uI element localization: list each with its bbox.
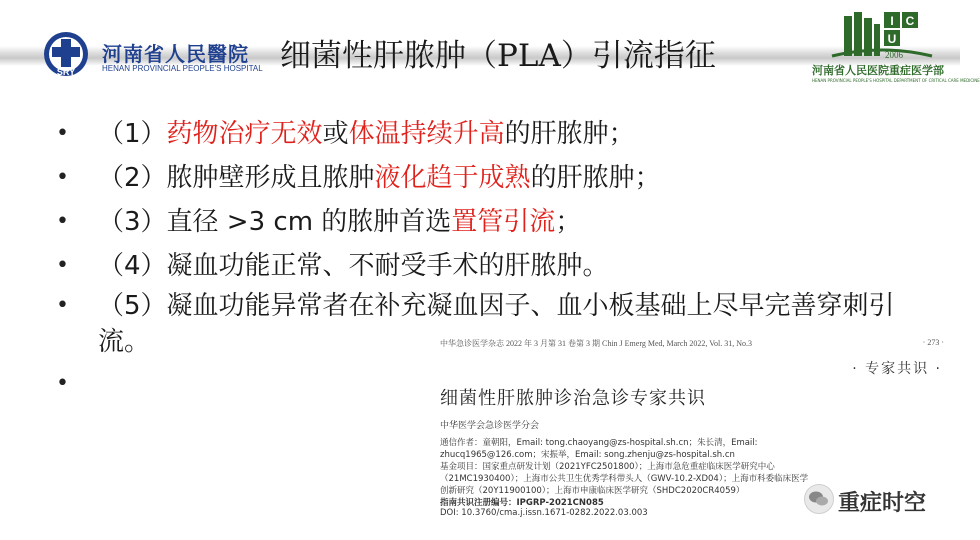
bullet-text: 的肝脓肿； bbox=[504, 119, 635, 149]
paper-category: · 专家共识 · bbox=[852, 361, 942, 377]
paper-title: 细菌性肝脓肿诊治急诊专家共识 bbox=[440, 388, 706, 409]
bullet-dot-icon: • bbox=[56, 371, 69, 396]
hospital-name-en: HENAN PROVINCIAL PEOPLE'S HOSPITAL bbox=[102, 64, 263, 73]
bullet-item bbox=[56, 156, 936, 200]
bullet-text: ； bbox=[555, 207, 582, 237]
bullet-text: （1） bbox=[98, 119, 167, 149]
bullet-dot-icon: • bbox=[56, 121, 69, 146]
bullet-text: （3）直径 >3 cm 的脓肿首选 bbox=[98, 207, 452, 237]
paper-line: 指南共识注册编号：IPGRP-2021CN085 bbox=[440, 498, 604, 508]
icu-building-icon bbox=[812, 8, 952, 62]
bullet-text: （2）脓肿壁形成且脓肿 bbox=[98, 163, 375, 193]
paper-line: zhucq1965@126.com；宋振举，Email: song.zhenju@zs-hospital.sh.cn bbox=[440, 450, 735, 460]
paper-line: 基金项目：国家重点研发计划（2021YFC2501800）；上海市急危重症临床医学研究中心 bbox=[440, 462, 775, 472]
paper-line: DOI: 10.3760/cma.j.issn.1671-0282.2022.03.003 bbox=[440, 508, 648, 518]
bullet-dot-icon: • bbox=[56, 209, 69, 234]
highlight-text: 药物治疗无效 bbox=[166, 119, 323, 149]
slide-title: 细菌性肝脓肿（PLA）引流指征 bbox=[280, 38, 716, 74]
bullet-dot-icon: • bbox=[56, 293, 69, 318]
dept-year: 2006 bbox=[885, 50, 903, 60]
hospital-name-cn: 河南省人民醫院 bbox=[102, 42, 249, 66]
icu-letter-i: I bbox=[890, 14, 894, 28]
hospital-logo-text: SRY bbox=[56, 67, 76, 77]
dept-name-en: HENAN PROVINCIAL PEOPLE'S HOSPITAL DEPARTMENT OF CRITICAL CARE MEDICINE bbox=[812, 78, 980, 83]
paper-org: 中华医学会急诊医学分会 bbox=[440, 421, 540, 431]
paper-line: 通信作者：童朝阳，Email: tong.chaoyang@zs-hospital.sh.cn；朱长清，Email: bbox=[440, 438, 758, 448]
paper-line: 创新研究（20Y11900100）；上海市申康临床医学研究（SHDC2020CR4059） bbox=[440, 486, 745, 496]
icu-letter-c: C bbox=[905, 14, 915, 28]
department-logo bbox=[812, 8, 980, 90]
page-number: · 273 · bbox=[922, 338, 944, 347]
highlight-text: 液化趋于成熟 bbox=[374, 163, 531, 193]
paper-line: （21MC1930400）；上海市公共卫生优秀学科带头人（GWV-10.2-XD04）；上海市科委临床医学 bbox=[440, 474, 809, 484]
bullet-text: （5）凝血功能异常者在补充凝血因子、血小板基础上尽早完善穿刺引流。 bbox=[98, 291, 895, 357]
bullet-item bbox=[56, 200, 936, 244]
bullet-dot-icon: • bbox=[56, 165, 69, 190]
bullet-item bbox=[56, 244, 936, 288]
highlight-text: 置管引流 bbox=[451, 207, 556, 237]
watermark-text: 重症时空 bbox=[838, 491, 927, 516]
hospital-emblem-icon bbox=[40, 30, 96, 78]
bullet-text: 的肝脓肿； bbox=[530, 163, 661, 193]
bullet-item bbox=[56, 112, 936, 156]
journal-line: 中华急诊医学杂志 2022 年 3 月第 31 卷第 3 期 Chin J Emerg Med, March 2022, Vol. 31, No.3 bbox=[440, 339, 752, 348]
watermark bbox=[804, 484, 954, 520]
bullet-text: （4）凝血功能正常、不耐受手术的肝脓肿。 bbox=[98, 251, 609, 281]
header bbox=[0, 0, 980, 96]
bullet-dot-icon: • bbox=[56, 253, 69, 278]
dept-name-cn: 河南省人民医院重症医学部 bbox=[812, 64, 944, 77]
wechat-icon bbox=[804, 484, 834, 514]
highlight-text: 体温持续升高 bbox=[348, 119, 505, 149]
icu-letter-u: U bbox=[887, 32, 897, 46]
hospital-logo bbox=[40, 30, 270, 78]
bullet-text: 或 bbox=[322, 119, 349, 149]
